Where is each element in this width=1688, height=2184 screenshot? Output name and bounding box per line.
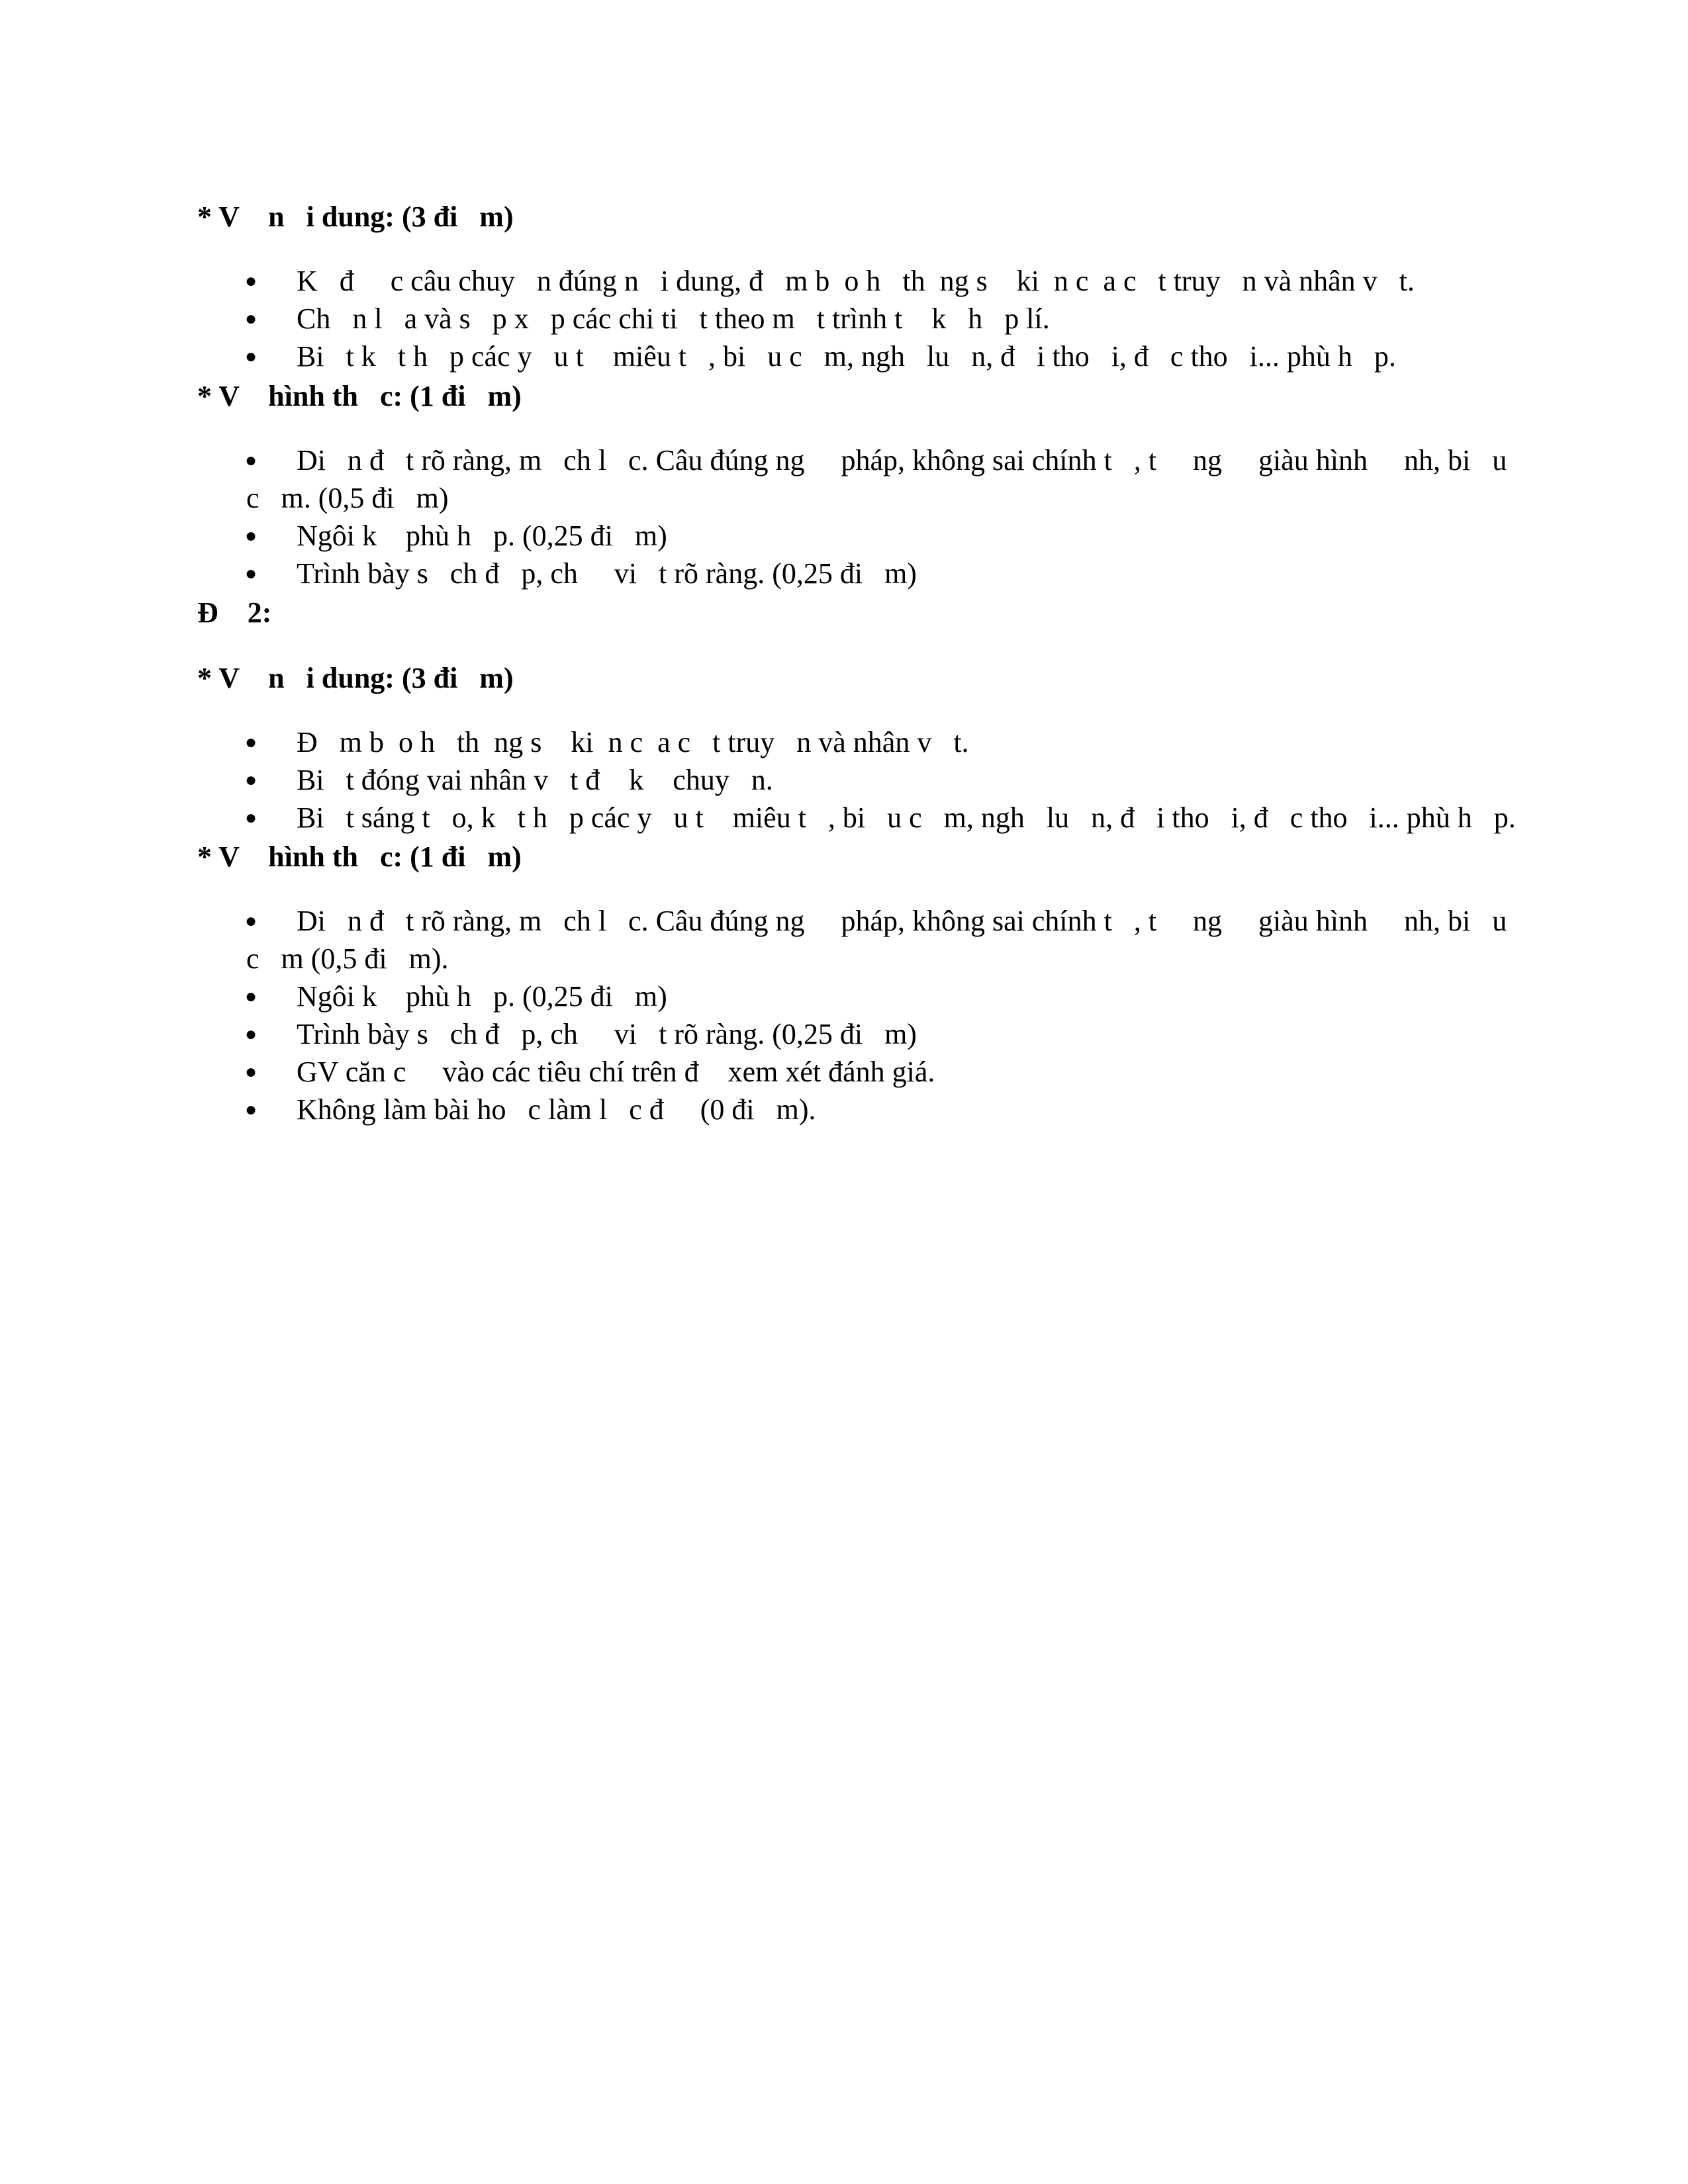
bullet-icon: ● bbox=[245, 910, 258, 932]
list-item: ● Di n đ t rõ ràng, m ch l c. Câu đúng ng pháp, không sai chính t , t ng giàu hình nh, bi u bbox=[246, 441, 1617, 479]
bullet-icon: ● bbox=[245, 731, 258, 753]
bullet-icon: ● bbox=[245, 525, 258, 547]
list-item: ● Ch n l a và s p x p các chi ti t theo m t trình t k h p lí. bbox=[246, 300, 1617, 338]
list-item: ● Bi t sáng t o, k t h p các y u t miêu t , bi u c m, ngh lu n, đ i tho i, đ c tho i... phù h p. bbox=[246, 799, 1617, 837]
bullet-icon: ● bbox=[245, 308, 258, 330]
list-item: ● GV căn c vào các tiêu chí trên đ xem xét đánh giá. bbox=[246, 1053, 1617, 1091]
list-item: ● K đ c câu chuy n đúng n i dung, đ m b o h th ng s ki n c a c t truy n và nhân v t. bbox=[246, 262, 1617, 300]
list-item: ● Ngôi k phù h p. (0,25 đi m) bbox=[246, 978, 1617, 1015]
form-criteria-list-cont bbox=[246, 517, 1617, 592]
bullet-icon: ● bbox=[245, 1061, 258, 1083]
list-item: ● Bi t đóng vai nhân v t đ k chuy n. bbox=[246, 761, 1617, 799]
bullet-icon: ● bbox=[245, 769, 258, 791]
form-criteria-heading: * V hình th c: (1 đi m) bbox=[197, 841, 522, 873]
bullet-icon: ● bbox=[245, 270, 258, 292]
bullet-icon: ● bbox=[245, 449, 258, 471]
form-criteria-heading: * V hình th c: (1 đi m) bbox=[197, 380, 522, 412]
content-criteria-list bbox=[246, 723, 1617, 837]
section-title: Đ 2: bbox=[197, 596, 272, 629]
form-criteria-list bbox=[246, 902, 1617, 940]
list-item-continuation: c m. (0,5 đi m) bbox=[246, 482, 449, 514]
bullet-icon: ● bbox=[245, 345, 258, 367]
bullet-icon: ● bbox=[245, 1023, 258, 1045]
list-item: ● Bi t k t h p các y u t miêu t , bi u c m, ngh lu n, đ i tho i, đ c tho i... phù h p. bbox=[246, 338, 1617, 375]
list-item-continuation: c m (0,5 đi m). bbox=[246, 942, 449, 975]
form-criteria-list bbox=[246, 441, 1617, 479]
list-item: ● Trình bày s ch đ p, ch vi t rõ ràng. (0,25 đi m) bbox=[246, 1015, 1617, 1053]
list-item: ● Đ m b o h th ng s ki n c a c t truy n và nhân v t. bbox=[246, 723, 1617, 761]
list-item: ● Không làm bài ho c làm l c đ (0 đi m). bbox=[246, 1091, 1617, 1128]
bullet-icon: ● bbox=[245, 563, 258, 584]
list-item: ● Ngôi k phù h p. (0,25 đi m) bbox=[246, 517, 1617, 555]
form-criteria-list-cont bbox=[246, 978, 1617, 1128]
content-criteria-heading: * V n i dung: (3 đi m) bbox=[197, 201, 514, 233]
bullet-icon: ● bbox=[245, 985, 258, 1007]
list-item: ● Di n đ t rõ ràng, m ch l c. Câu đúng ng pháp, không sai chính t , t ng giàu hình nh, bi u bbox=[246, 902, 1617, 940]
bullet-icon: ● bbox=[245, 1099, 258, 1120]
bullet-icon: ● bbox=[245, 807, 258, 829]
list-item: ● Trình bày s ch đ p, ch vi t rõ ràng. (0,25 đi m) bbox=[246, 555, 1617, 592]
content-criteria-list bbox=[246, 262, 1617, 375]
content-criteria-heading: * V n i dung: (3 đi m) bbox=[197, 662, 514, 694]
